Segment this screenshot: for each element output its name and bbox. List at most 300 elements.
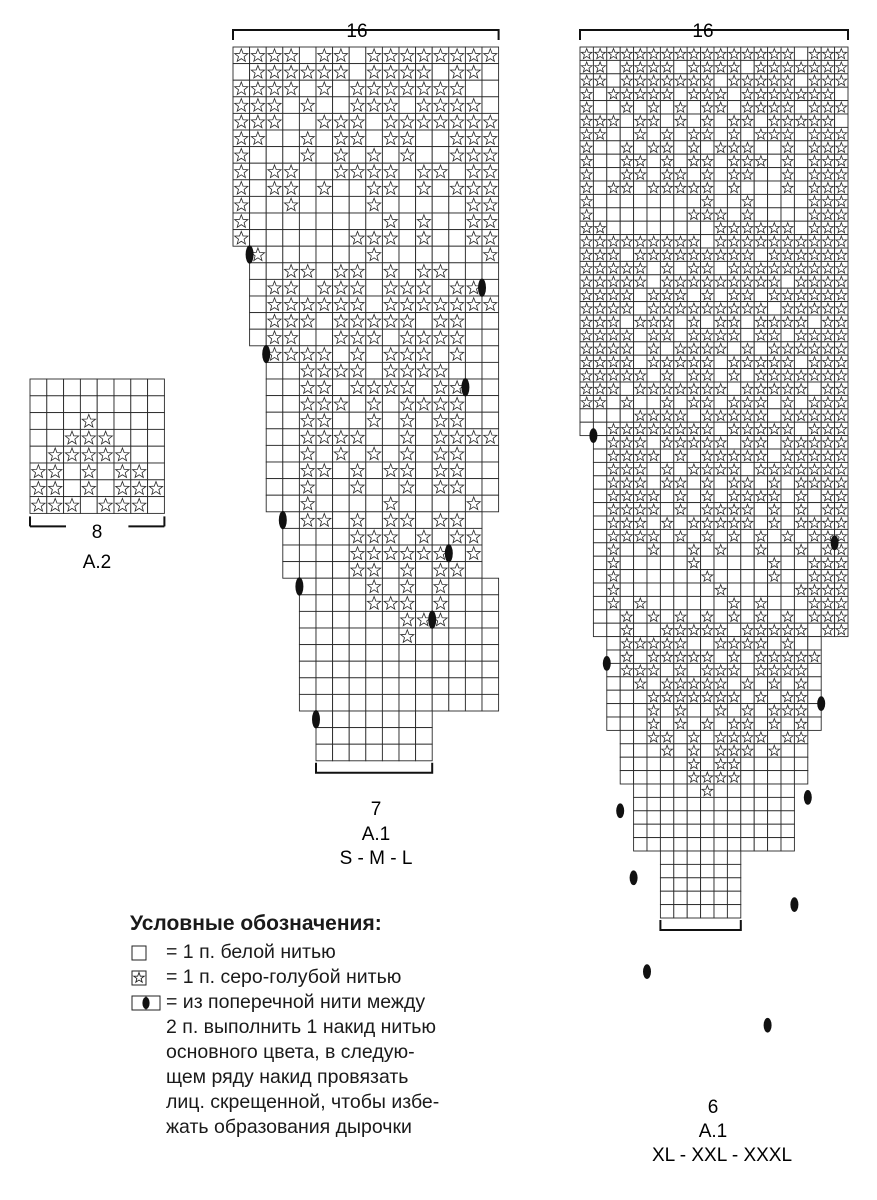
grid-cell bbox=[781, 489, 794, 502]
grid-cell bbox=[634, 730, 647, 743]
grid-cell bbox=[449, 495, 466, 512]
grid-cell bbox=[634, 650, 647, 663]
grid-cell bbox=[432, 495, 449, 512]
grid-cell bbox=[701, 905, 714, 918]
grid-cell bbox=[449, 694, 466, 711]
grid-cell bbox=[634, 543, 647, 556]
grid-cell bbox=[250, 313, 267, 330]
grid-cell bbox=[781, 556, 794, 569]
grid-cell bbox=[148, 396, 165, 413]
grid-cell bbox=[647, 838, 660, 851]
grid-cell bbox=[299, 678, 316, 695]
grid-cell bbox=[660, 878, 673, 891]
grid-cell bbox=[674, 570, 687, 583]
grid-cell bbox=[580, 409, 593, 422]
grid-cell bbox=[754, 583, 767, 596]
grid-cell bbox=[607, 637, 620, 650]
grid-cell bbox=[482, 661, 499, 678]
grid-cell bbox=[687, 114, 700, 127]
grid-cell bbox=[316, 628, 333, 645]
grid-cell bbox=[316, 445, 333, 462]
grid-cell bbox=[794, 556, 807, 569]
grid-cell bbox=[366, 263, 383, 280]
grid-cell bbox=[701, 543, 714, 556]
grid-cell bbox=[647, 583, 660, 596]
grid-cell bbox=[794, 596, 807, 609]
grid-cell bbox=[741, 757, 754, 770]
grid-cell bbox=[714, 717, 727, 730]
grid-cell bbox=[768, 543, 781, 556]
grid-cell bbox=[416, 246, 433, 263]
grid-cell bbox=[781, 503, 794, 516]
grid-cell bbox=[449, 362, 466, 379]
grid-cell bbox=[660, 891, 673, 904]
grid-cell bbox=[727, 208, 740, 221]
grid-cell bbox=[741, 462, 754, 475]
grid-cell bbox=[416, 412, 433, 429]
grid-cell bbox=[333, 412, 350, 429]
grid-cell bbox=[607, 60, 620, 73]
grid-cell bbox=[674, 838, 687, 851]
grid-cell bbox=[30, 413, 47, 430]
grid-cell bbox=[64, 396, 81, 413]
grid-cell bbox=[299, 528, 316, 545]
grid-cell bbox=[465, 578, 482, 595]
legend-row-white bbox=[130, 940, 590, 965]
grid-cell bbox=[250, 147, 267, 164]
grid-cell bbox=[660, 610, 673, 623]
grid-cell bbox=[754, 744, 767, 757]
grid-cell bbox=[741, 529, 754, 542]
grid-cell bbox=[607, 168, 620, 181]
grid-cell bbox=[835, 87, 848, 100]
grid-cell bbox=[687, 838, 700, 851]
grid-cell bbox=[620, 382, 633, 395]
grid-cell bbox=[366, 479, 383, 496]
grid-cell bbox=[432, 130, 449, 147]
grid-cell bbox=[266, 445, 283, 462]
grid-cell bbox=[727, 382, 740, 395]
grid-cell bbox=[316, 495, 333, 512]
grid-cell bbox=[674, 194, 687, 207]
grid-cell bbox=[593, 409, 606, 422]
grid-cell bbox=[714, 878, 727, 891]
grid-cell bbox=[148, 446, 165, 463]
grid-cell bbox=[781, 208, 794, 221]
grid-cell bbox=[781, 570, 794, 583]
grid-cell bbox=[593, 610, 606, 623]
a2-width-label: 8 bbox=[91, 522, 103, 543]
grid-cell bbox=[674, 516, 687, 529]
grid-cell bbox=[382, 329, 399, 346]
grid-cell bbox=[482, 80, 499, 97]
grid-cell bbox=[687, 851, 700, 864]
grid-cell bbox=[714, 851, 727, 864]
grid-cell bbox=[620, 127, 633, 140]
grid-cell bbox=[47, 429, 64, 446]
grid-cell bbox=[674, 596, 687, 609]
grid-cell bbox=[432, 230, 449, 247]
grid-cell bbox=[30, 396, 47, 413]
grid-cell bbox=[482, 64, 499, 81]
grid-cell bbox=[687, 449, 700, 462]
grid-cell bbox=[299, 645, 316, 662]
grid-cell bbox=[283, 230, 300, 247]
grid-cell bbox=[449, 578, 466, 595]
grid-cell bbox=[647, 476, 660, 489]
grid-cell bbox=[299, 180, 316, 197]
grid-cell bbox=[634, 610, 647, 623]
grid-cell bbox=[449, 213, 466, 230]
grid-cell bbox=[674, 328, 687, 341]
increase-marker bbox=[246, 245, 254, 263]
grid-cell bbox=[754, 503, 767, 516]
grid-cell bbox=[714, 529, 727, 542]
grid-cell bbox=[593, 583, 606, 596]
grid-cell bbox=[674, 543, 687, 556]
grid-cell bbox=[754, 824, 767, 837]
grid-cell bbox=[333, 479, 350, 496]
grid-cell bbox=[299, 545, 316, 562]
grid-cell bbox=[674, 797, 687, 810]
grid-cell bbox=[399, 678, 416, 695]
grid-cell bbox=[266, 196, 283, 213]
increase-marker bbox=[478, 279, 486, 297]
grid-cell bbox=[607, 677, 620, 690]
grid-cell bbox=[266, 147, 283, 164]
grid-cell bbox=[432, 678, 449, 695]
grid-cell bbox=[482, 495, 499, 512]
grid-cell bbox=[316, 479, 333, 496]
grid-cell bbox=[283, 362, 300, 379]
grid-cell bbox=[382, 246, 399, 263]
grid-cell bbox=[741, 663, 754, 676]
a1-xl-bottom-label: 6 bbox=[707, 1097, 719, 1118]
grid-cell bbox=[465, 678, 482, 695]
grid-cell bbox=[701, 730, 714, 743]
grid-cell bbox=[366, 744, 383, 761]
grid-cell bbox=[266, 230, 283, 247]
increase-marker bbox=[445, 544, 453, 562]
grid-cell bbox=[333, 661, 350, 678]
grid-cell bbox=[727, 543, 740, 556]
grid-cell bbox=[382, 445, 399, 462]
grid-cell bbox=[382, 678, 399, 695]
grid-cell bbox=[660, 208, 673, 221]
grid-cell bbox=[768, 757, 781, 770]
grid-cell bbox=[768, 409, 781, 422]
grid-cell bbox=[333, 744, 350, 761]
grid-cell bbox=[465, 694, 482, 711]
grid-cell bbox=[416, 313, 433, 330]
grid-cell bbox=[382, 562, 399, 579]
grid-cell bbox=[754, 516, 767, 529]
grid-cell bbox=[465, 263, 482, 280]
grid-cell bbox=[316, 263, 333, 280]
grid-cell bbox=[794, 395, 807, 408]
grid-cell bbox=[399, 213, 416, 230]
grid-cell bbox=[333, 230, 350, 247]
grid-cell bbox=[349, 578, 366, 595]
grid-cell bbox=[349, 396, 366, 413]
grid-cell bbox=[660, 824, 673, 837]
grid-cell bbox=[382, 147, 399, 164]
grid-cell bbox=[349, 246, 366, 263]
grid-cell bbox=[432, 64, 449, 81]
grid-cell bbox=[768, 181, 781, 194]
grid-cell bbox=[768, 302, 781, 315]
grid-cell bbox=[727, 905, 740, 918]
grid-cell bbox=[333, 528, 350, 545]
grid-cell bbox=[687, 489, 700, 502]
grid-cell bbox=[781, 476, 794, 489]
grid-cell bbox=[416, 678, 433, 695]
grid-cell bbox=[741, 181, 754, 194]
grid-cell bbox=[382, 196, 399, 213]
grid-cell bbox=[768, 194, 781, 207]
grid-cell bbox=[714, 154, 727, 167]
grid-cell bbox=[593, 489, 606, 502]
grid-cell bbox=[687, 864, 700, 877]
grid-cell bbox=[647, 194, 660, 207]
grid-cell bbox=[794, 168, 807, 181]
grid-cell bbox=[482, 346, 499, 363]
grid-cell bbox=[620, 704, 633, 717]
white-square-icon bbox=[130, 940, 166, 965]
grid-cell bbox=[781, 771, 794, 784]
grid-cell bbox=[674, 315, 687, 328]
grid-cell bbox=[727, 194, 740, 207]
grid-cell bbox=[416, 744, 433, 761]
grid-cell bbox=[148, 497, 165, 514]
grid-cell bbox=[754, 248, 767, 261]
grid-cell bbox=[382, 645, 399, 662]
grid-cell bbox=[714, 261, 727, 274]
grid-cell bbox=[399, 744, 416, 761]
grid-cell bbox=[593, 596, 606, 609]
grid-cell bbox=[674, 744, 687, 757]
grid-cell bbox=[416, 147, 433, 164]
grid-cell bbox=[465, 628, 482, 645]
grid-cell bbox=[741, 650, 754, 663]
grid-cell bbox=[714, 811, 727, 824]
grid-cell bbox=[382, 661, 399, 678]
grid-cell bbox=[593, 141, 606, 154]
grid-cell bbox=[660, 784, 673, 797]
grid-cell bbox=[482, 445, 499, 462]
grid-cell bbox=[250, 196, 267, 213]
grid-cell bbox=[794, 181, 807, 194]
grid-cell bbox=[283, 445, 300, 462]
grid-cell bbox=[660, 583, 673, 596]
grid-cell bbox=[333, 694, 350, 711]
grid-cell bbox=[781, 744, 794, 757]
grid-cell bbox=[647, 369, 660, 382]
grid-cell bbox=[607, 623, 620, 636]
grid-cell bbox=[333, 512, 350, 529]
increase-marker bbox=[279, 511, 287, 529]
grid-cell bbox=[620, 677, 633, 690]
grid-cell bbox=[741, 690, 754, 703]
grid-cell bbox=[741, 784, 754, 797]
grid-cell bbox=[465, 611, 482, 628]
grid-cell bbox=[741, 543, 754, 556]
grid-cell bbox=[432, 528, 449, 545]
grid-cell bbox=[416, 694, 433, 711]
grid-cell bbox=[808, 315, 821, 328]
grid-cell bbox=[727, 797, 740, 810]
grid-cell bbox=[366, 279, 383, 296]
grid-cell bbox=[660, 489, 673, 502]
grid-cell bbox=[607, 704, 620, 717]
grid-cell bbox=[607, 690, 620, 703]
grid-cell bbox=[399, 180, 416, 197]
grid-cell bbox=[701, 824, 714, 837]
grid-cell bbox=[432, 246, 449, 263]
grid-cell bbox=[647, 168, 660, 181]
legend-title: Условные обозначения: bbox=[130, 912, 382, 935]
grid-cell bbox=[808, 623, 821, 636]
grid-cell bbox=[647, 797, 660, 810]
grid-cell bbox=[47, 413, 64, 430]
grid-cell bbox=[647, 757, 660, 770]
grid-cell bbox=[727, 677, 740, 690]
grid-cell bbox=[299, 611, 316, 628]
grid-cell bbox=[399, 694, 416, 711]
grid-cell bbox=[674, 784, 687, 797]
grid-cell bbox=[349, 728, 366, 745]
grid-cell bbox=[316, 213, 333, 230]
grid-cell bbox=[634, 302, 647, 315]
grid-cell bbox=[754, 677, 767, 690]
grid-cell bbox=[674, 824, 687, 837]
grid-cell bbox=[299, 661, 316, 678]
grid-cell bbox=[432, 180, 449, 197]
yarn-over-icon bbox=[130, 990, 166, 1015]
grid-cell bbox=[768, 583, 781, 596]
grid-cell bbox=[416, 562, 433, 579]
grid-cell bbox=[593, 154, 606, 167]
grid-cell bbox=[660, 838, 673, 851]
chart-a1-s-m-l bbox=[233, 30, 499, 773]
a1-xl-chart-label: A.1 bbox=[698, 1121, 728, 1142]
grid-cell bbox=[701, 583, 714, 596]
grid-cell bbox=[687, 905, 700, 918]
grid-cell bbox=[794, 208, 807, 221]
width-bracket bbox=[660, 920, 740, 930]
grid-cell bbox=[64, 463, 81, 480]
grid-cell bbox=[593, 503, 606, 516]
grid-cell bbox=[620, 221, 633, 234]
grid-cell bbox=[283, 545, 300, 562]
grid-cell bbox=[399, 97, 416, 114]
grid-cell bbox=[316, 196, 333, 213]
increase-marker bbox=[461, 378, 469, 396]
grid-cell bbox=[333, 495, 350, 512]
grid-cell bbox=[794, 529, 807, 542]
grid-cell bbox=[781, 596, 794, 609]
grid-cell bbox=[620, 744, 633, 757]
grid-cell bbox=[727, 87, 740, 100]
grid-cell bbox=[714, 422, 727, 435]
grid-cell bbox=[482, 678, 499, 695]
grid-cell bbox=[687, 221, 700, 234]
grid-cell bbox=[754, 208, 767, 221]
grid-cell bbox=[620, 208, 633, 221]
grid-cell bbox=[432, 147, 449, 164]
grid-cell bbox=[465, 396, 482, 413]
grid-cell bbox=[333, 545, 350, 562]
grid-cell bbox=[465, 346, 482, 363]
grid-cell bbox=[754, 570, 767, 583]
grid-cell bbox=[727, 784, 740, 797]
grid-cell bbox=[634, 824, 647, 837]
grid-cell bbox=[620, 771, 633, 784]
grid-cell bbox=[449, 196, 466, 213]
grid-cell bbox=[449, 678, 466, 695]
grid-cell bbox=[794, 221, 807, 234]
grid-cell bbox=[781, 811, 794, 824]
grid-cell bbox=[768, 690, 781, 703]
grid-cell bbox=[781, 275, 794, 288]
grid-cell bbox=[366, 495, 383, 512]
grid-cell bbox=[250, 163, 267, 180]
grid-cell bbox=[647, 824, 660, 837]
grid-cell bbox=[727, 864, 740, 877]
grid-cell bbox=[416, 728, 433, 745]
grid-cell bbox=[250, 329, 267, 346]
grid-cell bbox=[701, 596, 714, 609]
grid-cell bbox=[634, 583, 647, 596]
grid-cell bbox=[114, 413, 131, 430]
grid-cell bbox=[687, 878, 700, 891]
grid-cell bbox=[674, 556, 687, 569]
grid-cell bbox=[449, 263, 466, 280]
grid-cell bbox=[714, 74, 727, 87]
grid-cell bbox=[593, 570, 606, 583]
grid-cell bbox=[299, 279, 316, 296]
grid-cell bbox=[416, 462, 433, 479]
grid-cell bbox=[465, 479, 482, 496]
increase-marker bbox=[312, 710, 320, 728]
grid-cell bbox=[754, 771, 767, 784]
grid-cell bbox=[449, 246, 466, 263]
grid-cell bbox=[316, 545, 333, 562]
grid-cell bbox=[607, 154, 620, 167]
grid-cell bbox=[741, 824, 754, 837]
grid-cell bbox=[634, 623, 647, 636]
grid-cell bbox=[714, 127, 727, 140]
grid-cell bbox=[283, 379, 300, 396]
grid-cell bbox=[647, 261, 660, 274]
grid-cell bbox=[482, 313, 499, 330]
grid-cell bbox=[781, 797, 794, 810]
increase-marker bbox=[603, 656, 611, 671]
grid-cell bbox=[620, 690, 633, 703]
grid-cell bbox=[674, 811, 687, 824]
grid-cell bbox=[299, 113, 316, 130]
grid-cell bbox=[634, 704, 647, 717]
grid-cell bbox=[465, 362, 482, 379]
grid-cell bbox=[432, 628, 449, 645]
grid-cell bbox=[701, 704, 714, 717]
grid-cell bbox=[250, 279, 267, 296]
grid-cell bbox=[416, 578, 433, 595]
grid-cell bbox=[687, 610, 700, 623]
increase-marker bbox=[790, 897, 798, 912]
grid-cell bbox=[674, 141, 687, 154]
grid-cell bbox=[382, 479, 399, 496]
